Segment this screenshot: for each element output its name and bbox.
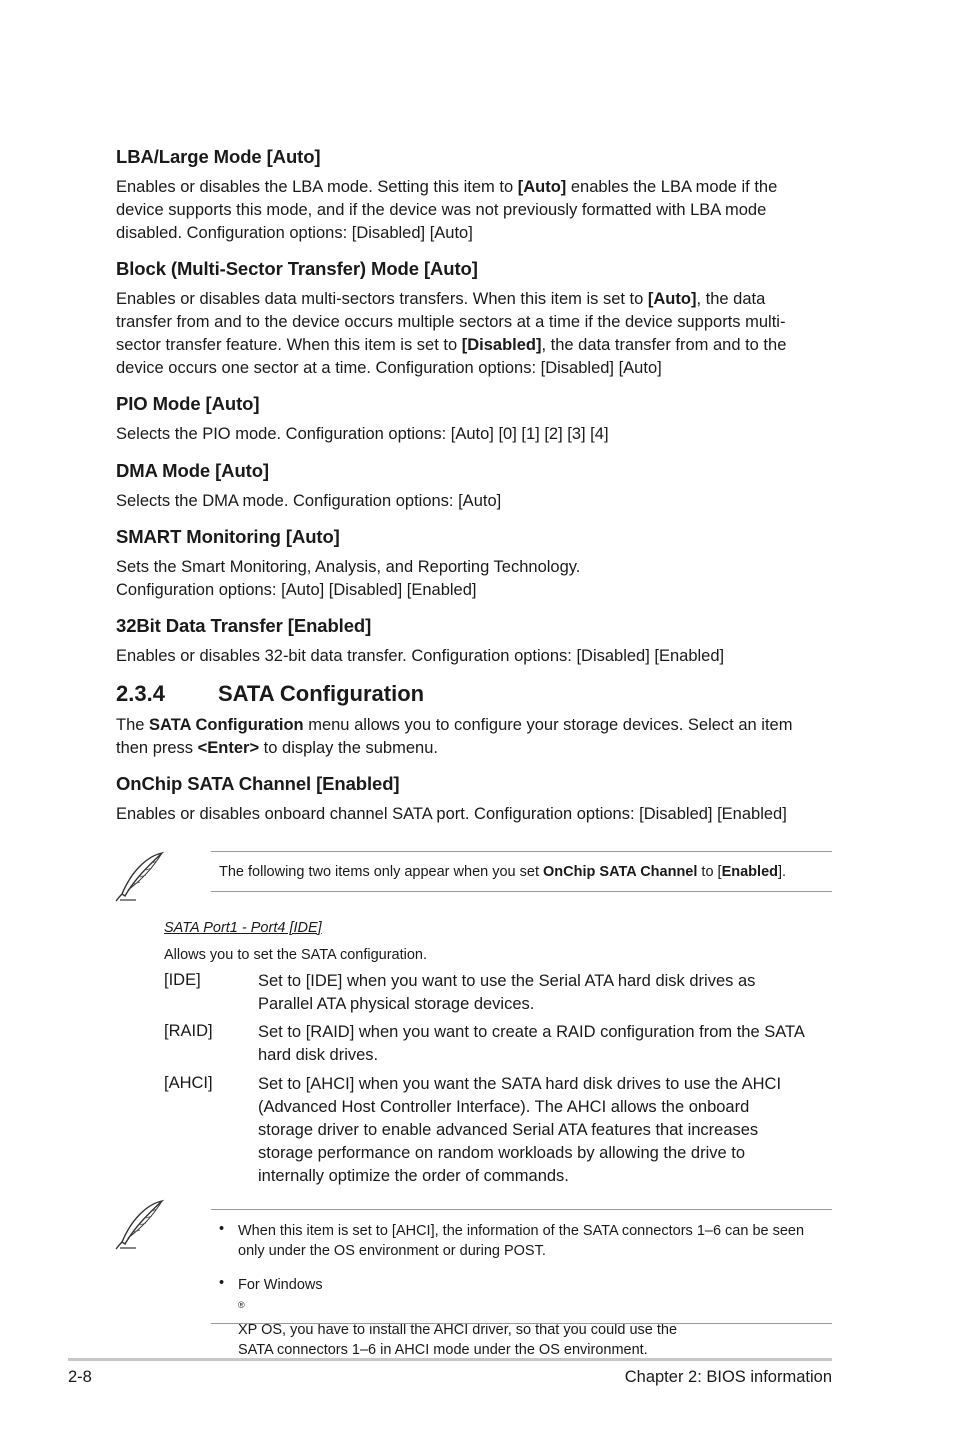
note2-bullet-1-text: When this item is set to [AHCI], the information of the SATA connectors 1–6 can be seen only under the OS environment or during POST. bbox=[238, 1223, 805, 1259]
feather-pen-icon bbox=[114, 850, 168, 907]
section-number: 2.3.4 bbox=[116, 681, 165, 706]
note1-top-rule bbox=[211, 851, 832, 852]
sata-port-desc: Allows you to set the SATA configuration. bbox=[164, 947, 428, 963]
lba-heading: LBA/Large Mode [Auto] bbox=[116, 146, 321, 167]
note2-bottom-rule bbox=[211, 1323, 832, 1324]
bit32-heading: 32Bit Data Transfer [Enabled] bbox=[116, 615, 372, 636]
section-title bbox=[116, 681, 424, 707]
pio-text: Selects the PIO mode. Configuration options: [Auto] [0] [1] [2] [3] [4] bbox=[116, 425, 609, 443]
bullet-2: • bbox=[219, 1275, 225, 1291]
onchip-heading: OnChip SATA Channel [Enabled] bbox=[116, 773, 400, 794]
sata-text: The SATA Configuration menu allows you to configure your storage devices. Select an item then press <Enter> to display the submenu. bbox=[116, 716, 793, 757]
block-text: Enables or disables data multi-sectors transfers. When this item is set to [Auto], the data transfer from and to the device occurs multiple sectors at a time if the device supports multi- sector transfer feature. When this item is set to [Disabled], the data transfer from and to the device occurs one sector at a time. Configuration options: [Disabled] [Auto] bbox=[116, 290, 787, 377]
option-desc-raid: Set to [RAID] when you want to create a RAID configuration from the SATA hard disk drives. bbox=[258, 1023, 805, 1064]
block-heading: Block (Multi-Sector Transfer) Mode [Auto] bbox=[116, 258, 478, 279]
section-title-text: SATA Configuration bbox=[218, 681, 425, 706]
bit32-text: Enables or disables 32-bit data transfer. Configuration options: [Disabled] [Enabled] bbox=[116, 647, 725, 665]
option-desc-ide: Set to [IDE] when you want to use the Serial ATA hard disk drives as Parallel ATA physical storage devices. bbox=[258, 972, 756, 1013]
option-key-raid: [RAID] bbox=[164, 1022, 213, 1040]
pio-heading: PIO Mode [Auto] bbox=[116, 393, 260, 414]
smart-heading: SMART Monitoring [Auto] bbox=[116, 526, 340, 547]
page-number: 2-8 bbox=[68, 1368, 92, 1386]
option-key-ahci: [AHCI] bbox=[164, 1074, 213, 1092]
option-key-ide: [IDE] bbox=[164, 971, 201, 989]
sata-port-heading: SATA Port1 - Port4 [IDE] bbox=[164, 920, 322, 936]
note2-top-rule bbox=[211, 1209, 832, 1210]
dma-heading: DMA Mode [Auto] bbox=[116, 460, 269, 481]
onchip-text: Enables or disables onboard channel SATA port. Configuration options: [Disabled] [Enabled] bbox=[116, 805, 787, 823]
note1-bottom-rule bbox=[211, 891, 832, 892]
smart-text: Sets the Smart Monitoring, Analysis, and Reporting Technology. Configuration options: [Auto] [Disabled] [Enabled] bbox=[116, 558, 581, 599]
footer-rule bbox=[68, 1358, 832, 1361]
bullet-1: • bbox=[219, 1221, 225, 1237]
option-desc-ahci: Set to [AHCI] when you want the SATA hard disk drives to use the AHCI (Advanced Host Controller Interface). The AHCI allows the onboard storage driver to enable advanced Serial ATA features that increases storage performance on random workloads by allowing the drive to internally optimize the order of commands. bbox=[258, 1075, 782, 1185]
note2-bullet-2-text: For Windows ® XP OS, you have to install the AHCI driver, so that you could use the SATA connectors 1–6 in AHCI mode under the OS environment. bbox=[238, 1277, 678, 1358]
note1-text: The following two items only appear when you set OnChip SATA Channel to [Enabled]. bbox=[219, 864, 787, 880]
feather-pen-icon bbox=[114, 1198, 168, 1255]
lba-text: Enables or disables the LBA mode. Setting this item to [Auto] enables the LBA mode if the device supports this mode, and if the device was not previously formatted with LBA mode disabled. Configuration options: [Disabled] [Auto] bbox=[116, 178, 778, 242]
dma-text: Selects the DMA mode. Configuration options: [Auto] bbox=[116, 492, 502, 510]
chapter-label: Chapter 2: BIOS information bbox=[624, 1368, 832, 1386]
